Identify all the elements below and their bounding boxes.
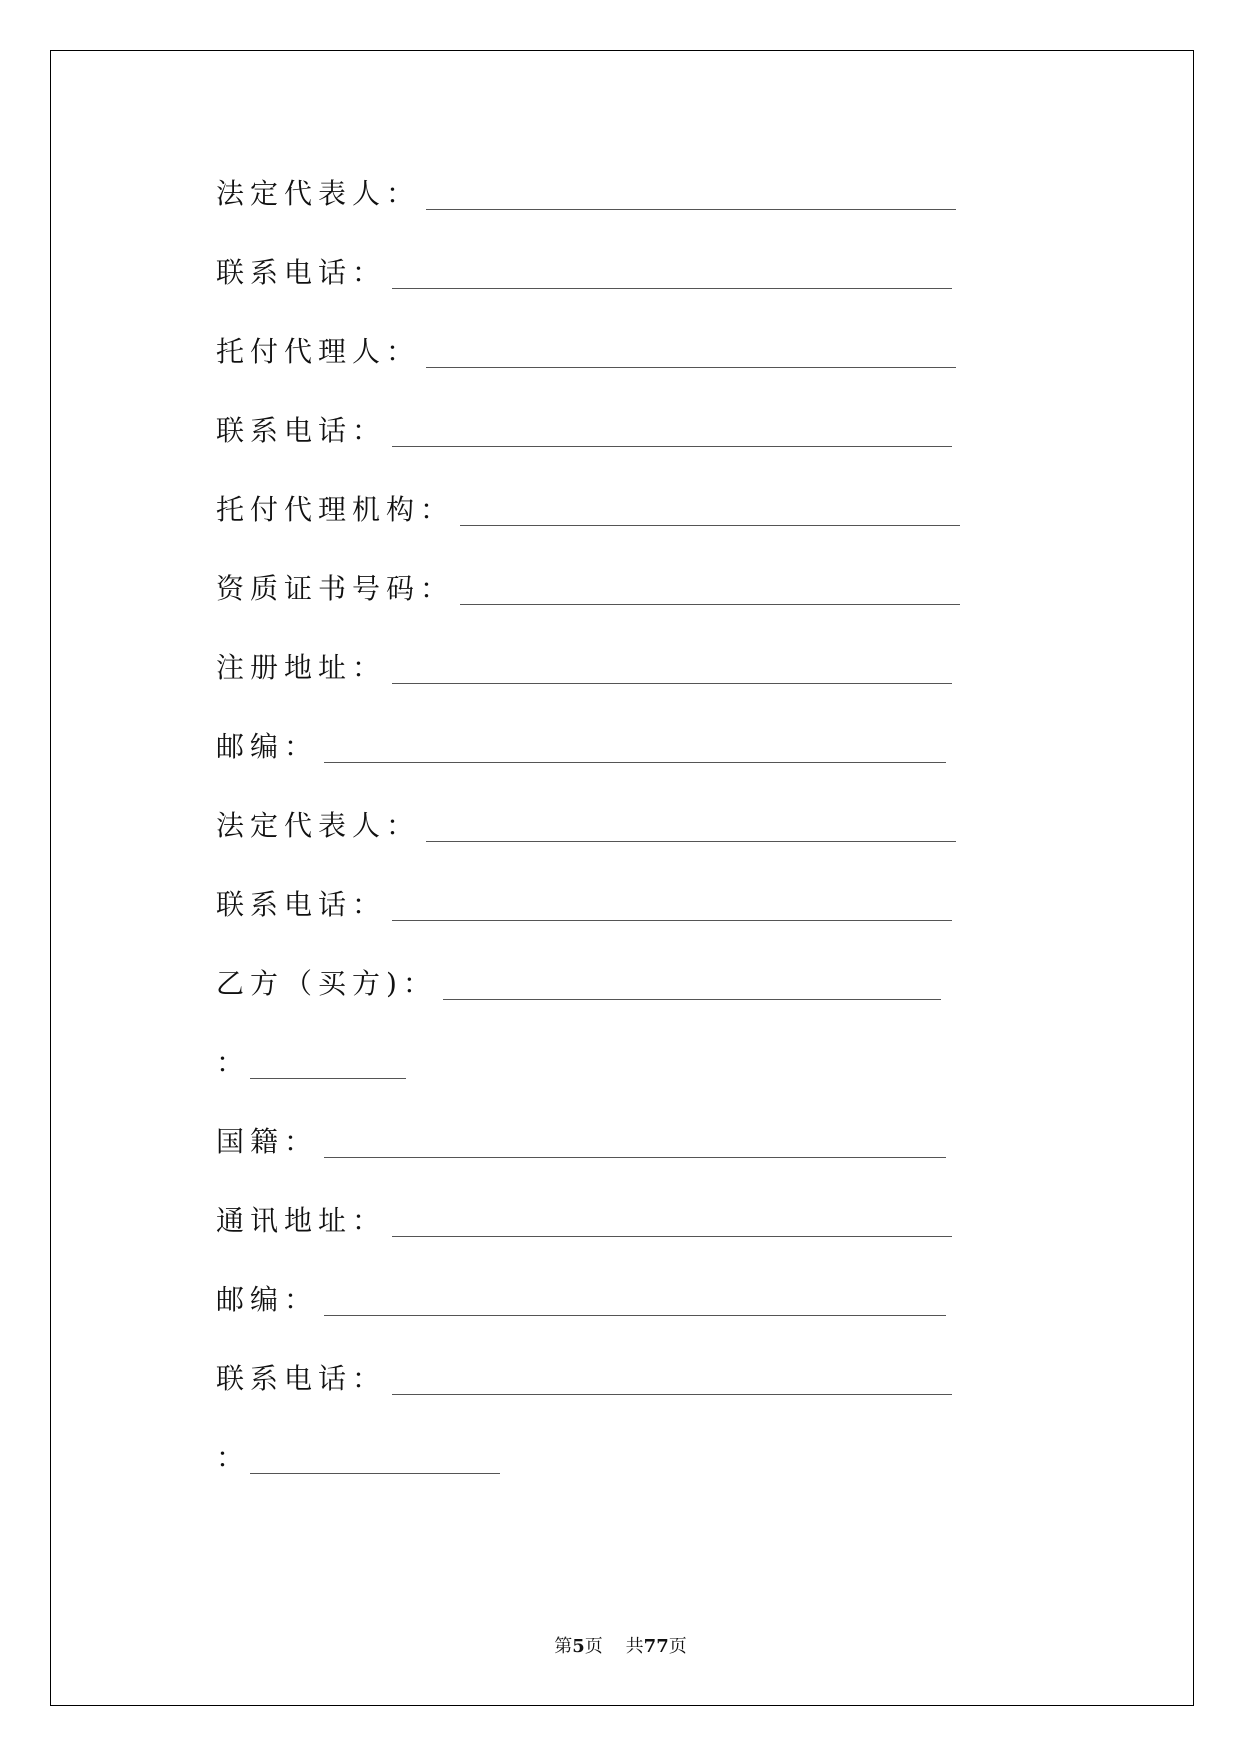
field-contact-phone: [216, 881, 952, 929]
field-legal-representative: [216, 170, 956, 218]
form-content: [216, 0, 996, 1754]
field-contact-phone: [216, 249, 952, 297]
fill-in-blank[interactable]: [392, 428, 952, 447]
field-label: 注册地址：: [216, 651, 387, 684]
field-legal-representative: [216, 802, 956, 850]
fill-in-blank[interactable]: [392, 902, 952, 921]
fill-in-blank[interactable]: [392, 1218, 952, 1237]
fill-in-blank[interactable]: [324, 1297, 946, 1316]
field-unnamed: [216, 1039, 406, 1087]
page-number: 5: [572, 1636, 585, 1657]
field-contact-phone: [216, 407, 952, 455]
field-nationality: [216, 1118, 946, 1166]
field-label: 国籍：: [216, 1125, 319, 1158]
field-postcode: [216, 723, 946, 771]
field-postcode: [216, 1276, 946, 1324]
fill-in-blank[interactable]: [426, 191, 956, 210]
field-label: 法定代表人：: [216, 177, 421, 210]
field-party-b-buyer: [216, 960, 941, 1008]
field-label: 邮编：: [216, 1283, 319, 1316]
field-contact-phone: [216, 1355, 952, 1403]
field-registered-address: [216, 644, 952, 692]
field-label: 邮编：: [216, 730, 319, 763]
fill-in-blank[interactable]: [324, 744, 946, 763]
total-pages: 77: [643, 1636, 669, 1657]
fill-in-blank[interactable]: [392, 665, 952, 684]
fill-in-blank[interactable]: [250, 1060, 406, 1079]
field-label: 法定代表人：: [216, 809, 421, 842]
field-label: 托付代理机构：: [216, 493, 455, 526]
fill-in-blank[interactable]: [443, 981, 941, 1000]
fill-in-blank[interactable]: [324, 1139, 946, 1158]
total-prefix: 共: [625, 1636, 644, 1657]
field-agent: [216, 328, 956, 376]
field-label: 联系电话：: [216, 256, 387, 289]
field-label: 联系电话：: [216, 414, 387, 447]
total-suffix: 页: [668, 1636, 687, 1657]
field-label: ：: [216, 1046, 245, 1079]
field-label: 联系电话：: [216, 888, 387, 921]
fill-in-blank[interactable]: [250, 1455, 500, 1474]
fill-in-blank[interactable]: [426, 823, 956, 842]
fill-in-blank[interactable]: [426, 349, 956, 368]
field-label: ：: [216, 1441, 245, 1474]
fill-in-blank[interactable]: [392, 1376, 952, 1395]
fill-in-blank[interactable]: [460, 507, 960, 526]
fill-in-blank[interactable]: [460, 586, 960, 605]
page-prefix: 第: [554, 1636, 573, 1657]
fill-in-blank[interactable]: [392, 270, 952, 289]
page-suffix: 页: [584, 1636, 603, 1657]
field-label: 托付代理人：: [216, 335, 421, 368]
field-mailing-address: [216, 1197, 952, 1245]
field-agency: [216, 486, 960, 534]
field-certificate-number: [216, 565, 960, 613]
field-label: 乙方（买方)：: [216, 967, 437, 1000]
field-label: 通讯地址：: [216, 1204, 387, 1237]
field-label: 资质证书号码：: [216, 572, 455, 605]
page-footer: [0, 1632, 1241, 1658]
field-label: 联系电话：: [216, 1362, 387, 1395]
field-unnamed: [216, 1434, 500, 1482]
